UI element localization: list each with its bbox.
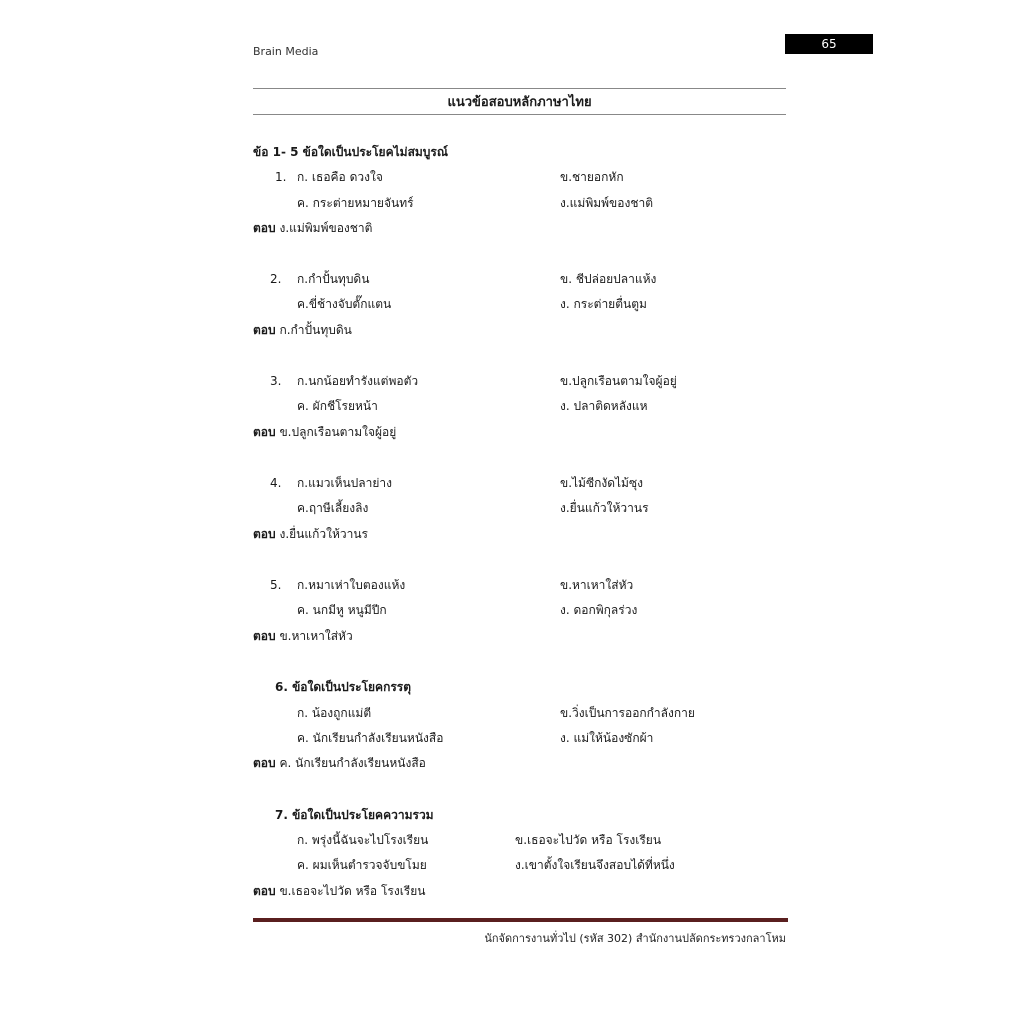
answer-line (253, 322, 352, 338)
answer-line (253, 424, 396, 440)
choice-b: ข.หาเหาใส่หัว (560, 578, 634, 592)
answer-label: ตอบ (253, 221, 276, 235)
answer-line (253, 220, 372, 236)
choice-a: ก. เธอคือ ดวงใจ (297, 170, 383, 184)
answer-label: ตอบ (253, 323, 276, 337)
answer-label: ตอบ (253, 629, 276, 643)
choice-a: ก. พรุ่งนี้ฉันจะไปโรงเรียน (297, 833, 429, 847)
choice-b: ข.ไม้ซีกงัดไม้ซุง (560, 476, 643, 490)
choice-d: ง. ดอกพิกุลร่วง (560, 603, 638, 617)
choice-c: ค.ขี่ช้างจับตั๊กแตน (297, 297, 392, 311)
answer-text: ง.แม่พิมพ์ของชาติ (279, 221, 373, 235)
answer-line (253, 883, 426, 899)
question-number: 4. (270, 476, 282, 490)
answer-line (253, 755, 426, 771)
question-number: 5. (270, 578, 282, 592)
choice-a: ก.หมาเห่าใบตองแห้ง (297, 578, 406, 592)
choice-b: ข. ชีปล่อยปลาแห้ง (560, 272, 657, 286)
answer-label: ตอบ (253, 527, 276, 541)
question-6-heading: 6. ข้อใดเป็นประโยคกรรตุ (275, 680, 412, 694)
answer-text: ค. นักเรียนกำลังเรียนหนังสือ (279, 756, 426, 770)
brand-label: Brain Media (253, 45, 319, 58)
choice-b: ข.ปลูกเรือนตามใจผู้อยู่ (560, 374, 677, 388)
choice-b: ข.วิ่งเป็นการออกกำลังกาย (560, 706, 695, 720)
answer-text: ก.กำปั้นทุบดิน (279, 323, 352, 337)
footer-rule (253, 918, 788, 922)
choice-d: ง. แม่ให้น้องซักผ้า (560, 731, 654, 745)
document-title: แนวข้อสอบหลักภาษาไทย (447, 95, 592, 110)
choice-a: ก.นกน้อยทำรังแต่พอตัว (297, 374, 419, 388)
answer-line (253, 628, 353, 644)
title-top-rule (253, 88, 786, 89)
choice-c: ค.ฤาษีเลี้ยงลิง (297, 501, 369, 515)
choice-a: ก.กำปั้นทุบดิน (297, 272, 370, 286)
section-heading: ข้อ 1- 5 ข้อใดเป็นประโยคไม่สมบูรณ์ (253, 145, 448, 159)
choice-c: ค. นกมีหู หนูมีปีก (297, 603, 387, 617)
answer-text: ง.ยื่นแก้วให้วานร (279, 527, 368, 541)
choice-d: ง.ยื่นแก้วให้วานร (560, 501, 649, 515)
choice-c: ค. ผมเห็นตำรวจจับขโมย (297, 858, 427, 872)
question-number: 1. (275, 170, 287, 184)
choice-b: ข.เธอจะไปวัด หรือ โรงเรียน (515, 833, 662, 847)
choice-d: ง.เขาตั้งใจเรียนจึงสอบได้ที่หนึ่ง (515, 858, 675, 872)
page-number-badge: 65 (785, 34, 873, 54)
choice-c: ค. กระต่ายหมายจันทร์ (297, 196, 414, 210)
choice-a: ก. น้องถูกแม่ตี (297, 706, 372, 720)
footer-text: นักจัดการงานทั่วไป (รหัส 302) สำนักงานปลัดกระทรวงกลาโหม (484, 932, 786, 945)
choice-d: ง. ปลาติดหลังแห (560, 399, 648, 413)
choice-d: ง. กระต่ายตื่นตูม (560, 297, 647, 311)
title-bottom-rule (253, 114, 786, 115)
answer-text: ข.ปลูกเรือนตามใจผู้อยู่ (279, 425, 397, 439)
choice-d: ง.แม่พิมพ์ของชาติ (560, 196, 653, 210)
question-number: 2. (270, 272, 282, 286)
answer-label: ตอบ (253, 884, 276, 898)
question-number: 3. (270, 374, 282, 388)
answer-line (253, 526, 368, 542)
choice-c: ค. นักเรียนกำลังเรียนหนังสือ (297, 731, 444, 745)
answer-text: ข.หาเหาใส่หัว (279, 629, 353, 643)
question-7-heading: 7. ข้อใดเป็นประโยคความรวม (275, 808, 434, 822)
choice-b: ข.ชายอกหัก (560, 170, 624, 184)
choice-c: ค. ผักชีโรยหน้า (297, 399, 378, 413)
answer-label: ตอบ (253, 756, 276, 770)
choice-a: ก.แมวเห็นปลาย่าง (297, 476, 393, 490)
answer-text: ข.เธอจะไปวัด หรือ โรงเรียน (279, 884, 426, 898)
answer-label: ตอบ (253, 425, 276, 439)
